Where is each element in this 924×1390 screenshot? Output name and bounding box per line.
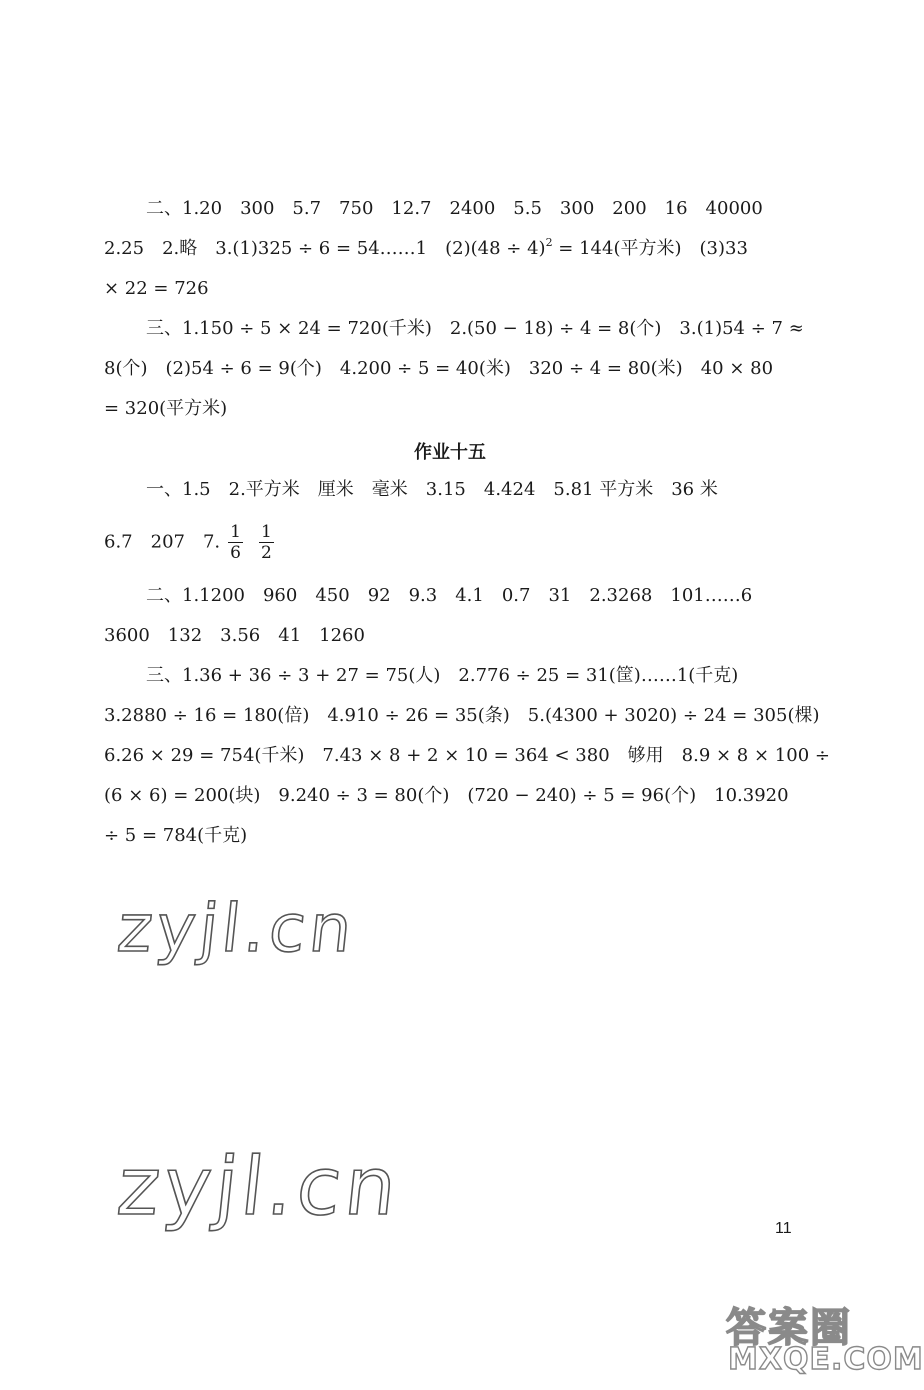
fraction-numerator: 1 bbox=[230, 522, 241, 542]
answer-line: ÷ 5 = 784(千克) bbox=[104, 825, 248, 846]
answer-line: 二、1.1200 960 450 92 9.3 4.1 0.7 31 2.3268 101……6 bbox=[146, 585, 753, 606]
brand-logo bbox=[724, 1296, 924, 1384]
brand-logo-en: MXQE.COM bbox=[728, 1342, 924, 1377]
answer-line bbox=[104, 522, 282, 563]
answer-line: = 320(平方米) bbox=[104, 398, 228, 419]
brand-logo-cn: 答案圈 bbox=[726, 1305, 852, 1351]
answer-line: × 22 = 726 bbox=[104, 278, 209, 299]
fraction bbox=[228, 522, 243, 563]
page-number: 11 bbox=[775, 1220, 792, 1237]
answer-line: 8(个) (2)54 ÷ 6 = 9(个) 4.200 ÷ 5 = 40(米) 320 ÷ 4 = 80(米) 40 × 80 bbox=[104, 358, 774, 379]
superscript: 2 bbox=[545, 236, 553, 249]
fraction bbox=[259, 522, 274, 563]
watermark: zyjl.cn bbox=[113, 1140, 405, 1233]
fraction-denominator: 2 bbox=[260, 543, 272, 563]
answer-line: 三、1.36 + 36 ÷ 3 + 27 = 75(人) 2.776 ÷ 25 = 31(筐)……1(千克) bbox=[146, 665, 739, 686]
answer-line: 6.26 × 29 = 754(千米) 7.43 × 8 + 2 × 10 = 364 < 380 够用 8.9 × 8 × 100 ÷ bbox=[104, 745, 830, 766]
answer-line: 三、1.150 ÷ 5 × 24 = 720(千米) 2.(50 − 18) ÷ 4 = 8(个) 3.(1)54 ÷ 7 ≈ bbox=[146, 318, 804, 339]
answer-line: 3600 132 3.56 41 1260 bbox=[104, 625, 365, 646]
answer-text: 2.25 2.略 3.(1)325 ÷ 6 = 54……1 (2)(48 ÷ 4) bbox=[104, 238, 546, 259]
fraction-denominator: 6 bbox=[230, 543, 241, 563]
answer-line: (6 × 6) = 200(块) 9.240 ÷ 3 = 80(个) (720 − 240) ÷ 5 = 96(个) 10.3920 bbox=[104, 785, 789, 806]
answer-line: 一、1.5 2.平方米 厘米 毫米 3.15 4.424 5.81 平方米 36 米 bbox=[146, 479, 718, 500]
answer-text: 6.7 207 7. bbox=[104, 531, 221, 553]
answer-line bbox=[104, 237, 748, 263]
fraction-numerator: 1 bbox=[260, 522, 272, 542]
answer-line: 3.2880 ÷ 16 = 180(倍) 4.910 ÷ 26 = 35(条) 5.(4300 + 3020) ÷ 24 = 305(棵) bbox=[104, 705, 820, 726]
section-heading: 作业十五 bbox=[414, 442, 486, 463]
answer-line: 二、1.20 300 5.7 750 12.7 2400 5.5 300 200 16 40000 bbox=[146, 198, 763, 219]
answer-text: = 144(平方米) (3)33 bbox=[552, 238, 748, 259]
watermark: zyjl.cn bbox=[113, 890, 360, 967]
